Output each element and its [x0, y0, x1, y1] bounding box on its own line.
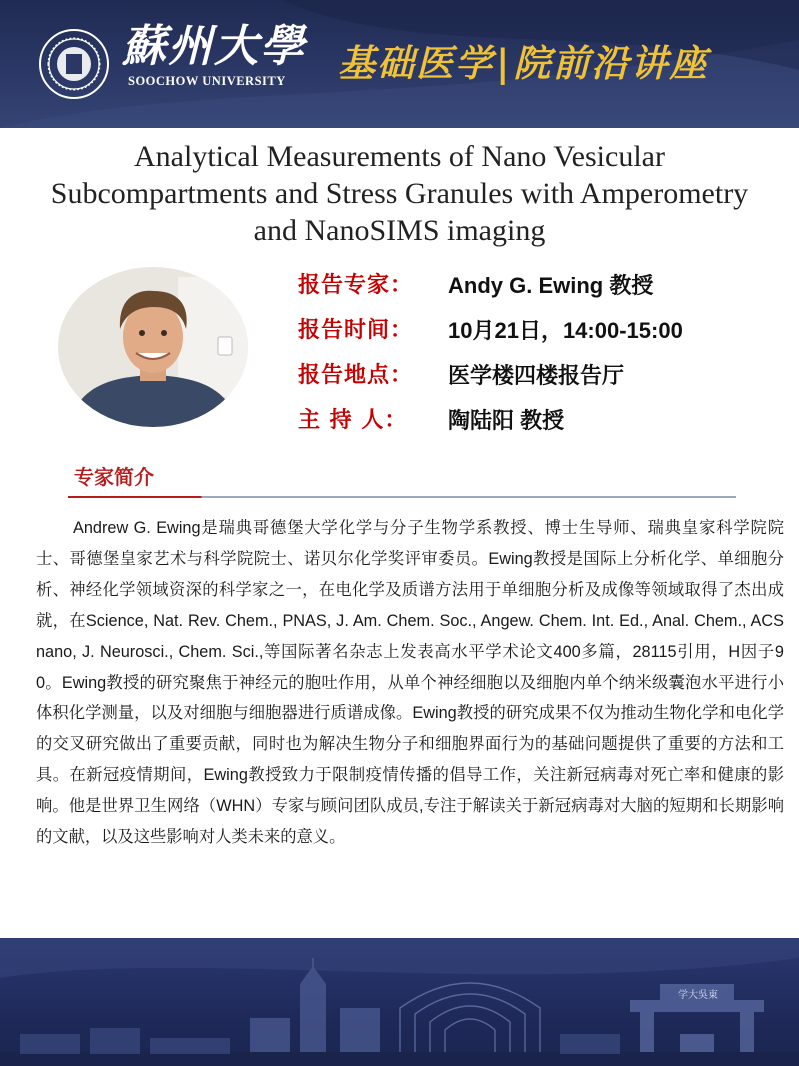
- info-row-time: [298, 313, 778, 358]
- talk-title-line: Analytical Measurements of Nano Vesicular: [134, 140, 665, 173]
- talk-info-list: [298, 268, 778, 448]
- talk-title-line: and NanoSIMS imaging: [253, 214, 546, 247]
- series-separator: |: [496, 41, 512, 85]
- university-name-en: SOOCHOW UNIVERSITY: [128, 74, 286, 88]
- university-seal-logo: [38, 28, 110, 100]
- speaker-photo: [58, 267, 248, 427]
- info-label: 主 持 人：: [298, 408, 408, 433]
- footer-campus-banner: [0, 938, 799, 1066]
- bio-section-heading: 专家简介: [74, 465, 154, 489]
- lecture-series-title: [338, 38, 708, 88]
- series-title-part2: 院前沿讲座: [513, 41, 709, 85]
- section-divider: [68, 496, 736, 498]
- talk-title: [0, 138, 799, 249]
- bio-paragraph: Andrew G. Ewing是瑞典哥德堡大学化学与分子生物学系教授、博士生导师、瑞典皇家科学院院士、哥德堡皇家艺术与科学院院士、诺贝尔化学奖评审委员。Ewing教授是国际上分析化学、单细胞分析、神经化学领域资深的科学家之一，在电化学及质谱方法用于单细胞分析及成像等领域取得了杰出成就，在Science, Nat. Rev. Chem., PNAS, J. Am. Chem. Soc., Angew. Chem. Int. Ed., Anal. Chem., ACS nano, J. Neurosci., Chem. Sci.,等国际著名杂志上发表高水平学术论文400多篇，28115引用，H因子90。Ewing教授的研究聚焦于神经元的胞吐作用，从单个神经细胞以及细胞内单个纳米级囊泡水平进行小体积化学测量，以及对细胞与细胞器进行质谱成像。Ewing教授的研究成果不仅为推动生物化学和电化学的交叉研究做出了重要贡献，同时也为解决生物分子和细胞界面行为的基础问题提供了重要的方法和工具。在新冠疫情期间，Ewing教授致力于限制疫情传播的倡导工作，关注新冠病毒对死亡率和健康的影响。他是世界卫生网络（WHN）专家与顾问团队成员,专注于解读关于新冠病毒对大脑的短期和长期影响的文献，以及这些影响对人类未来的意义。: [36, 519, 784, 847]
- header-banner: [0, 0, 799, 128]
- university-name-cn: 蘇州大學: [122, 21, 306, 72]
- info-row-host: [298, 403, 778, 448]
- info-value: 医学楼四楼报告厅: [448, 363, 625, 388]
- info-row-location: [298, 358, 778, 403]
- info-label: 报告时间：: [298, 318, 414, 343]
- info-value: 陶陆阳 教授: [448, 408, 565, 433]
- series-title-part1: 基础医学: [338, 41, 494, 85]
- speaker-portrait-image: [58, 267, 248, 427]
- info-label: 报告地点：: [298, 363, 414, 388]
- talk-title-line: Subcompartments and Stress Granules with Amperometry: [50, 177, 749, 210]
- info-value: 10月21日，14:00-15:00: [448, 318, 683, 343]
- info-label: 报告专家：: [298, 273, 414, 298]
- campus-gate-sign: 学大吳東: [678, 990, 718, 1001]
- campus-skyline-illustration: [0, 938, 799, 1066]
- info-row-speaker: [298, 268, 778, 313]
- info-value: Andy G. Ewing 教授: [448, 273, 654, 298]
